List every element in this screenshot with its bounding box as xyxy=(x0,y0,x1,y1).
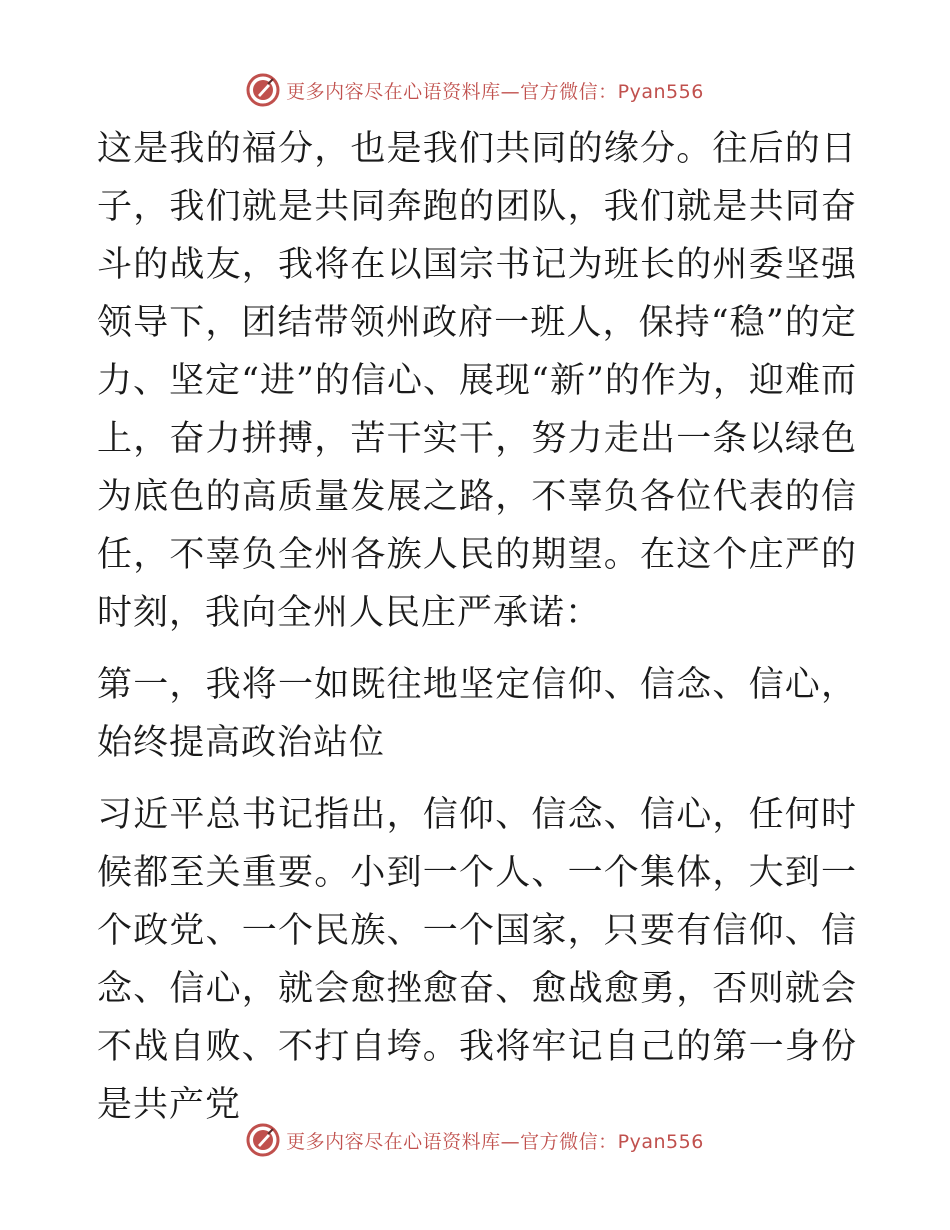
quill-seal-icon xyxy=(246,1123,280,1157)
paragraph-1: 这是我的福分，也是我们共同的缘分。往后的日子，我们就是共同奔跑的团队，我们就是共同奋斗的战友，我将在以国宗书记为班长的州委坚强领导下，团结带领州政府一班人，保持“稳”的定力、坚定“进”的信心、展现“新”的作为，迎难而上，奋力拼搏，苦干实干，努力走出一条以绿色为底色的高质量发展之路，不辜负各位代表的信任，不辜负全州各族人民的期望。在这个庄严的时刻，我向全州人民庄严承诺： xyxy=(97,129,857,633)
header-banner-text: 更多内容尽在心语资料库—官方微信：Pyan556 xyxy=(286,80,704,103)
document-body xyxy=(97,120,857,1134)
footer-banner-text: 更多内容尽在心语资料库—官方微信：Pyan556 xyxy=(286,1130,704,1153)
paragraph-3: 习近平总书记指出，信仰、信念、信心，任何时候都至关重要。小到一个人、一个集体，大到一个政党、一个民族、一个国家，只要有信仰、信念、信心，就会愈挫愈奋、愈战愈勇，否则就会不战自败、不打自垮。我将牢记自己的第一身份是共产党 xyxy=(97,795,857,1125)
paragraph-heading-first-commitment: 第一，我将一如既往地坚定信仰、信念、信心，始终提高政治站位 xyxy=(97,665,857,763)
footer-banner xyxy=(0,1120,950,1160)
header-banner xyxy=(0,70,950,110)
quill-seal-icon xyxy=(246,73,280,107)
